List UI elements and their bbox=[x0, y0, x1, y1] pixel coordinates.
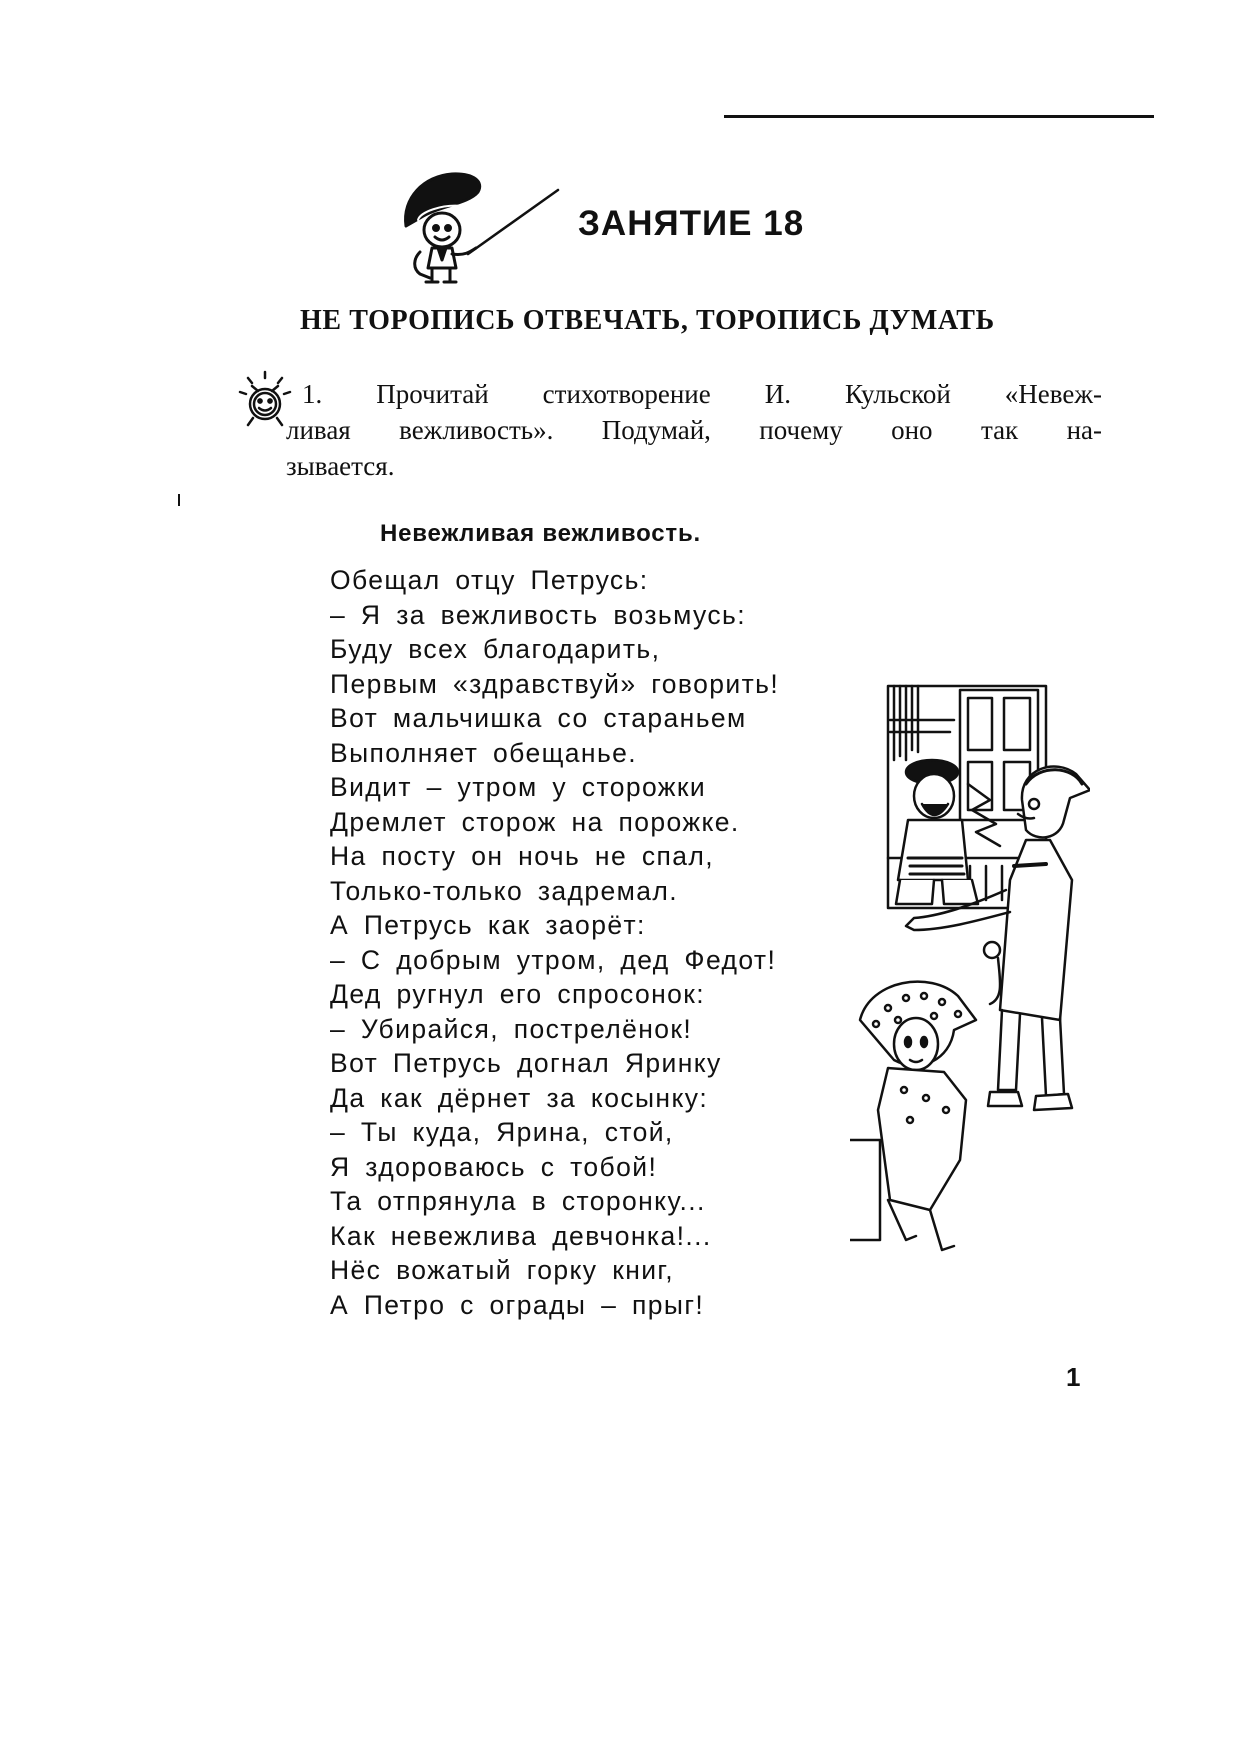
poem-line: Как невежлива девчонка!... bbox=[330, 1220, 712, 1251]
poem-title: Невежливая вежливость. bbox=[380, 520, 702, 547]
poem-line: Дед ругнул его спросонок: bbox=[330, 979, 706, 1009]
poem-line: Буду всех благодарить, bbox=[330, 634, 661, 664]
poem-line: А Петро с ограды – прыг! bbox=[330, 1289, 705, 1320]
poem-line: Та отпрянула в сторонку... bbox=[330, 1186, 706, 1216]
poem-line: Первым «здравствуй» говорить! bbox=[330, 668, 780, 699]
poem-line: Видит – утром у сторожки bbox=[330, 772, 707, 802]
poem-line: Дремлет сторож на порожке. bbox=[330, 806, 740, 837]
poem-line: Обещал отцу Петрусь: bbox=[330, 565, 649, 595]
poem-line: На посту он ночь не спал, bbox=[330, 841, 715, 871]
task-line: зывается. bbox=[286, 451, 395, 481]
poem-line: Нёс вожатый горку книг, bbox=[330, 1255, 675, 1285]
poem-line: – С добрым утром, дед Федот! bbox=[330, 944, 777, 975]
margin-mark bbox=[178, 494, 180, 506]
lesson-title: ЗАНЯТИЕ 18 bbox=[578, 204, 805, 243]
teacher-mascot-with-pointer-icon bbox=[398, 168, 560, 286]
poem-line: Выполняет обещанье. bbox=[330, 737, 638, 768]
lesson-subtitle: НЕ ТОРОПИСЬ ОТВЕЧАТЬ, ТОРОПИСЬ ДУМАТЬ bbox=[300, 305, 995, 336]
task-line: 1. Прочитай стихотворение И. Кульской «Невеж- bbox=[302, 379, 1102, 409]
task-line: ливая вежливость». Подумай, почему оно так на- bbox=[286, 415, 1102, 445]
page-number: 1 bbox=[1066, 1362, 1081, 1392]
boy-watchman-girl-illustration bbox=[850, 680, 1090, 1348]
poem-line: Вот Петрусь догнал Яринку bbox=[330, 1048, 722, 1078]
poem-line: А Петрусь как заорёт: bbox=[330, 910, 646, 940]
poem-line: – Ты куда, Ярина, стой, bbox=[330, 1117, 674, 1147]
top-rule bbox=[724, 115, 1154, 118]
poem-line: Только-только задремал. bbox=[330, 875, 679, 906]
poem-line: Вот мальчишка со стараньем bbox=[330, 703, 747, 733]
poem-line: Я здороваюсь с тобой! bbox=[330, 1151, 658, 1182]
task-instructions bbox=[286, 376, 1102, 484]
poem bbox=[330, 563, 779, 1322]
poem-line: – Я за вежливость возьмусь: bbox=[330, 599, 747, 630]
poem-line: – Убирайся, пострелёнок! bbox=[330, 1013, 693, 1044]
poem-line: Да как дёрнет за косынку: bbox=[330, 1082, 709, 1113]
